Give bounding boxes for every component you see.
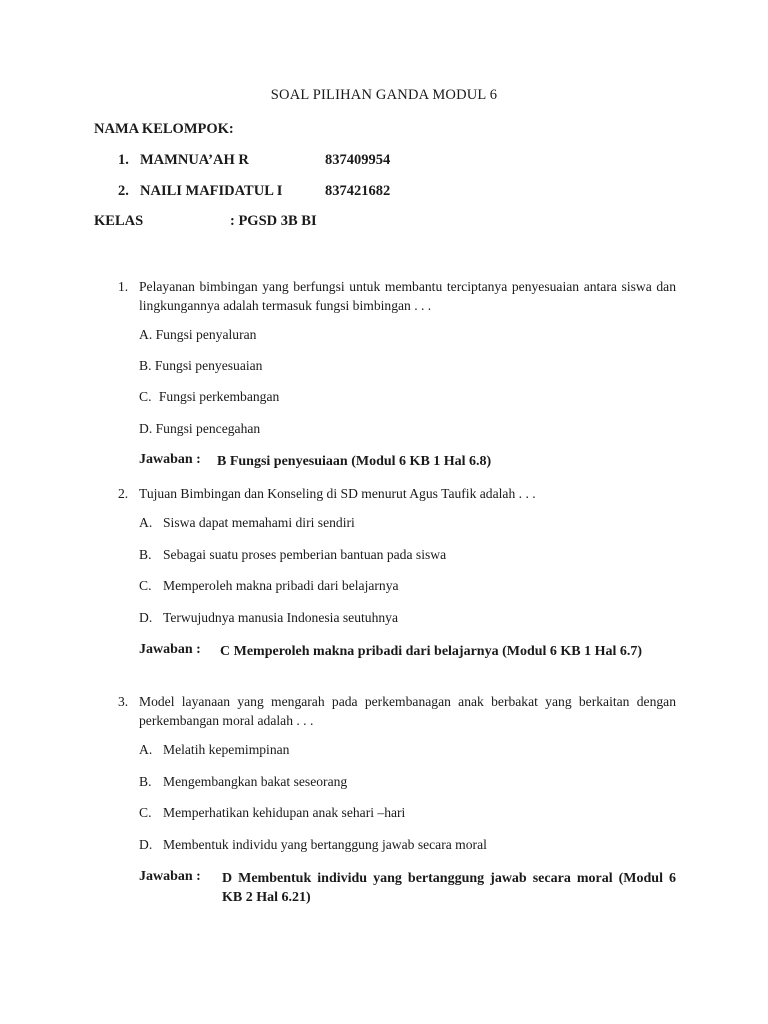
option-text: Memperoleh makna pribadi dari belajarnya bbox=[163, 578, 399, 593]
option-letter: A. bbox=[139, 515, 153, 530]
option-text: Membentuk individu yang bertanggung jawab secara moral bbox=[163, 837, 487, 852]
option-letter: C. bbox=[139, 389, 152, 404]
option-letter: D. bbox=[139, 610, 153, 625]
class-label: KELAS bbox=[94, 213, 144, 229]
option-text: Fungsi penyesuaian bbox=[154, 358, 263, 373]
answer-2 bbox=[139, 642, 676, 661]
answer-text: B Fungsi penyesuiaan (Modul 6 KB 1 Hal 6.8) bbox=[217, 454, 492, 469]
option-a bbox=[139, 327, 256, 343]
answer-label: Jawaban : bbox=[139, 869, 201, 884]
option-text: Siswa dapat memahami diri sendiri bbox=[163, 515, 355, 530]
option-text: Fungsi penyaluran bbox=[155, 327, 257, 342]
answer-3 bbox=[139, 869, 676, 907]
option-text: Melatih kepemimpinan bbox=[163, 742, 290, 757]
option-text: Mengembangkan bakat seseorang bbox=[163, 774, 348, 789]
option-text: Sebagai suatu proses pemberian bantuan pada siswa bbox=[163, 547, 447, 562]
member-name: NAILI MAFIDATUL I bbox=[140, 183, 283, 199]
option-c bbox=[139, 389, 279, 405]
option-text: Memperhatikan kehidupan anak sehari –hari bbox=[163, 805, 406, 820]
option-text: Fungsi perkembangan bbox=[158, 389, 280, 404]
question-1 bbox=[118, 277, 676, 315]
page-title: SOAL PILIHAN GANDA MODUL 6 bbox=[270, 87, 498, 103]
member-id: 837409954 bbox=[325, 152, 391, 168]
option-letter: A. bbox=[139, 742, 153, 757]
question-number: 1. bbox=[118, 279, 129, 294]
option-letter: D. bbox=[139, 837, 153, 852]
option-letter: D. bbox=[139, 421, 153, 436]
option-text: Terwujudnya manusia Indonesia seutuhnya bbox=[163, 610, 398, 625]
option-d bbox=[139, 421, 260, 437]
question-3 bbox=[118, 692, 676, 730]
answer-label: Jawaban : bbox=[139, 642, 201, 657]
answer-1 bbox=[139, 452, 679, 471]
option-letter: B. bbox=[139, 358, 152, 373]
option-letter: B. bbox=[139, 547, 152, 562]
option-letter: C. bbox=[139, 578, 152, 593]
class-value: : PGSD 3B BI bbox=[230, 213, 317, 229]
question-text: Tujuan Bimbingan dan Konseling di SD menurut Agus Taufik adalah . . . bbox=[139, 486, 536, 501]
member-row bbox=[118, 152, 391, 169]
question-number: 3. bbox=[118, 694, 129, 709]
option-text: Fungsi pencegahan bbox=[155, 421, 261, 436]
answer-text: C Memperoleh makna pribadi dari belajarnya (Modul 6 KB 1 Hal 6.7) bbox=[220, 644, 643, 659]
question-text: Model layanaan yang mengarah pada perkembanagan anak berbakat yang berkaitan dengan perkembangan moral adalah . . . bbox=[139, 694, 676, 728]
member-number: 1. bbox=[118, 152, 129, 168]
answer-label: Jawaban : bbox=[139, 452, 201, 467]
option-letter: A. bbox=[139, 327, 153, 342]
group-label: NAMA KELOMPOK: bbox=[94, 121, 234, 137]
option-letter: C. bbox=[139, 805, 152, 820]
option-letter: B. bbox=[139, 774, 152, 789]
member-number: 2. bbox=[118, 183, 129, 199]
question-number: 2. bbox=[118, 486, 129, 501]
question-text: Pelayanan bimbingan yang berfungsi untuk membantu terciptanya penyesuaian antara siswa dan lingkungannya adalah termasuk fungsi bimbingan . . . bbox=[139, 279, 676, 313]
answer-text: D Membentuk individu yang bertanggung jawab secara moral (Modul 6 KB 2 Hal 6.21) bbox=[222, 871, 676, 905]
member-id: 837421682 bbox=[325, 183, 391, 199]
member-name: MAMNUA’AH R bbox=[140, 152, 249, 168]
member-row bbox=[118, 183, 391, 200]
option-b bbox=[139, 358, 262, 374]
question-2 bbox=[118, 484, 676, 503]
